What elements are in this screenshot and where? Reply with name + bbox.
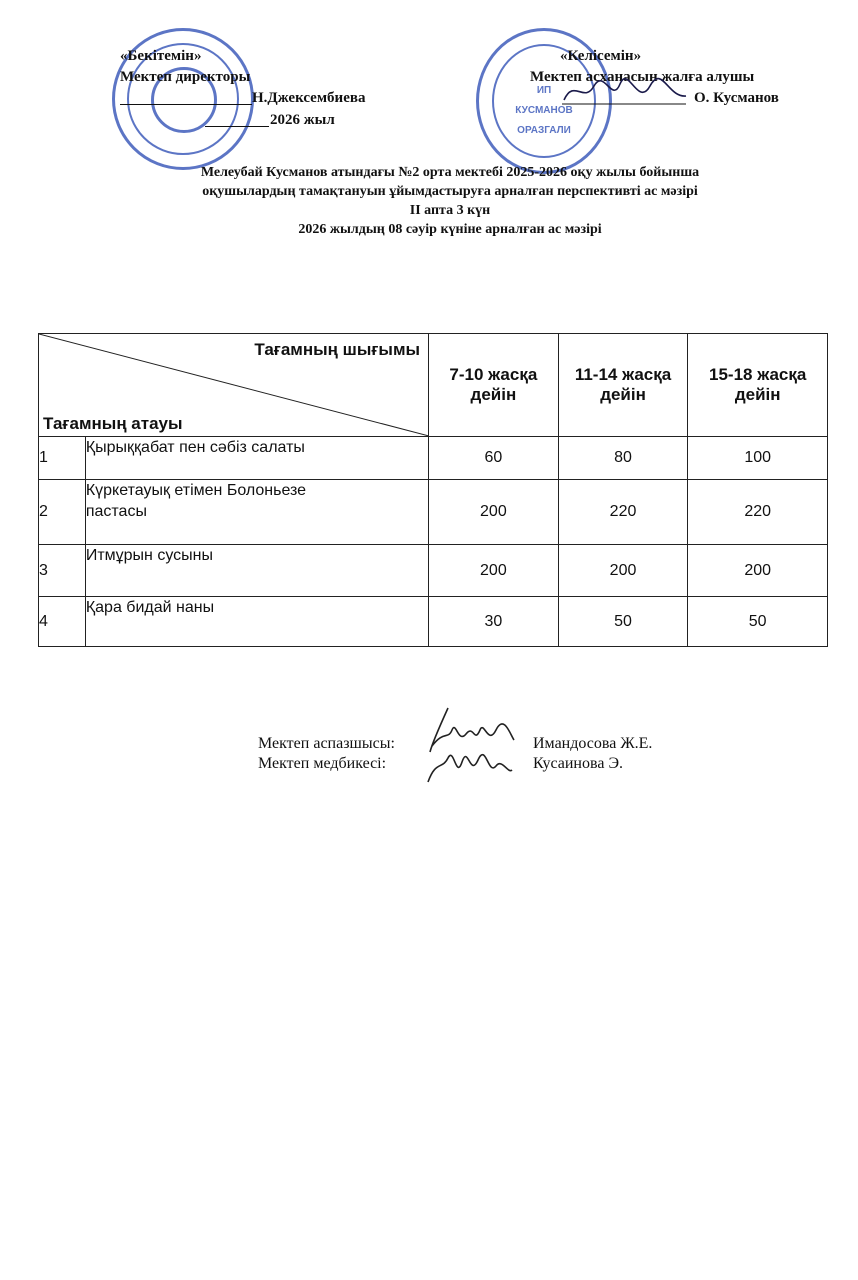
title-line-1: Мелеубай Кусманов атындағы №2 орта мектебі 2025-2026 оқу жылы бойынша: [200, 165, 700, 180]
age-header-11-14: 11-14 жасқа дейін: [558, 334, 688, 437]
menu-table: [38, 333, 828, 647]
row-number: 1: [39, 437, 86, 480]
nurse-name: Кусаинова Э.: [533, 755, 623, 772]
dish-name-header: Тағамның атауы: [43, 414, 183, 433]
dish-name: Итмұрын сусыны: [85, 545, 428, 597]
age-header-7-10: 7-10 жасқа дейін: [429, 334, 559, 437]
value-11-14: 220: [558, 480, 688, 545]
stamp-text-3: ОРАЗГАЛИ: [517, 125, 571, 136]
approve-year: 2026 жыл: [270, 112, 335, 128]
title-line-4: 2026 жылдың 08 сәуір күніне арналған ас мәзірі: [298, 222, 602, 237]
date-line: [205, 126, 269, 127]
director-title: Мектеп директоры: [120, 69, 251, 85]
document-title: [60, 163, 840, 239]
signatures: [418, 700, 518, 790]
title-line-3: ІІ апта 3 күн: [409, 203, 491, 218]
age-header-15-18: 15-18 жасқа дейін: [688, 334, 828, 437]
lessee-title: Мектеп асханасын жалға алушы: [530, 69, 755, 85]
value-7-10: 200: [429, 545, 559, 597]
lessee-signature: [560, 74, 690, 112]
lessee-name: О. Кусманов: [694, 90, 779, 106]
title-line-2: оқушылардың тамақтануын ұйымдастыруға арналған перспективті ас мәзірі: [202, 184, 698, 199]
corner-header-cell: [39, 334, 429, 437]
table-row: [39, 597, 828, 647]
nurse-label: Мектеп медбикесі:: [258, 755, 387, 772]
approve-title: «Бекітемін»: [120, 48, 202, 64]
row-number: 4: [39, 597, 86, 647]
value-15-18: 100: [688, 437, 828, 480]
cook-label: Мектеп аспазшысы:: [258, 735, 395, 752]
value-15-18: 200: [688, 545, 828, 597]
cook-name: Имандосова Ж.Е.: [533, 735, 653, 752]
value-11-14: 200: [558, 545, 688, 597]
agree-title: «Келісемін»: [560, 48, 642, 64]
director-signature-line: [120, 104, 252, 105]
value-11-14: 80: [558, 437, 688, 480]
table-header-row: [39, 334, 828, 437]
value-15-18: 220: [688, 480, 828, 545]
stamp-text-2: КУСМАНОВ: [515, 105, 573, 116]
value-15-18: 50: [688, 597, 828, 647]
value-7-10: 60: [429, 437, 559, 480]
row-number: 3: [39, 545, 86, 597]
value-7-10: 30: [429, 597, 559, 647]
stamp-text-1: ИП: [536, 85, 552, 96]
dish-name: Қара бидай наны: [85, 597, 428, 647]
yield-header: Тағамның шығымы: [254, 340, 421, 359]
dish-name: Күркетауық етімен Болоньезе пастасы: [85, 480, 428, 545]
director-name: Н.Джексембиева: [252, 90, 366, 106]
value-7-10: 200: [429, 480, 559, 545]
dish-name: Қырыққабат пен сәбіз салаты: [85, 437, 428, 480]
value-11-14: 50: [558, 597, 688, 647]
table-row: [39, 480, 828, 545]
table-row: [39, 545, 828, 597]
row-number: 2: [39, 480, 86, 545]
table-row: [39, 437, 828, 480]
